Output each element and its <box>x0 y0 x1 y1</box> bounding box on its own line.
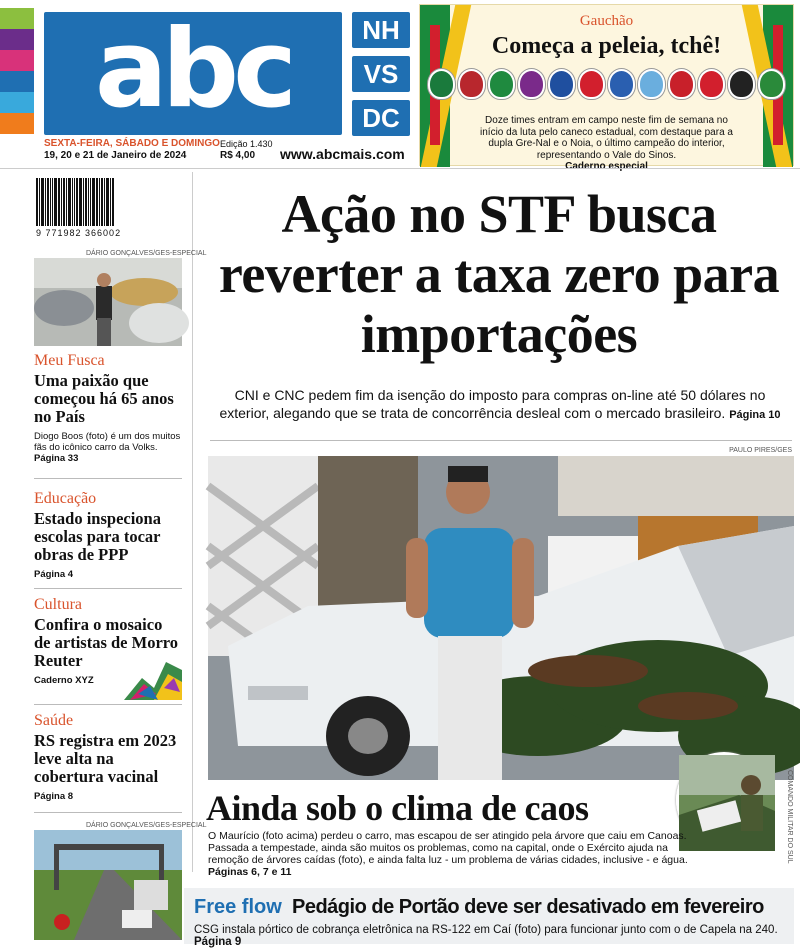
team-crest-icon <box>758 69 785 99</box>
section-label: Educação <box>34 490 97 507</box>
photo-credit: DÁRIO GONÇALVES/GES-ESPECIAL <box>86 822 207 829</box>
dek-page: Página 10 <box>729 409 781 421</box>
issue-days: SEXTA-FEIRA, SÁBADO E DOMINGO <box>44 138 220 149</box>
storm-photo[interactable] <box>208 456 794 780</box>
toll-road-photo[interactable] <box>34 830 182 940</box>
page-ref: Página 33 <box>34 453 79 464</box>
barcode-number: 9 771982 366002 <box>36 228 122 238</box>
section-label: Saúde <box>34 712 74 729</box>
abc-logo[interactable]: abc <box>44 12 342 135</box>
inset-credit: COMANDO MILITAR DO SUL <box>786 770 793 864</box>
freeflow-text <box>194 924 794 948</box>
team-crest-icon <box>428 69 455 99</box>
story-headline[interactable]: RS registra em 2023 leve alta na cobertura vacinal <box>34 731 177 786</box>
city-vs: VS <box>352 56 410 92</box>
freeflow-headline[interactable]: Pedágio de Portão deve ser desativado em fevereiro <box>292 896 764 918</box>
promo-link[interactable]: Caderno especial <box>565 161 648 172</box>
city-dc: DC <box>352 100 410 136</box>
team-crest-icon <box>638 69 665 99</box>
story-headline[interactable]: Confira o mosaico de artistas de Morro Reuter <box>34 615 179 670</box>
divider <box>34 812 182 813</box>
promo-body <box>480 115 733 173</box>
brand-stripes <box>0 8 34 136</box>
storm-headline[interactable]: Ainda sob o clima de caos <box>206 788 589 828</box>
divider <box>34 704 182 705</box>
team-crest-icon <box>608 69 635 99</box>
storm-pages: Páginas 6, 7 e 11 <box>208 866 292 878</box>
divider <box>210 440 792 441</box>
divider <box>34 478 182 479</box>
promo-title: Começa a peleia, tchê! <box>491 33 722 59</box>
gauchao-promo[interactable] <box>419 4 794 172</box>
team-crest-icon <box>668 69 695 99</box>
price: R$ 4,00 <box>220 150 256 161</box>
photo-credit: PAULO PIRES/GES <box>729 447 792 454</box>
column-divider <box>192 172 193 872</box>
edition-number: Edição 1.430 <box>220 139 273 149</box>
freeflow-tag: Free flow <box>194 896 282 918</box>
divider <box>34 588 182 589</box>
story-headline[interactable]: Uma paixão que começou há 65 anos no País <box>34 371 174 426</box>
site-url[interactable]: www.abcmais.com <box>280 146 405 162</box>
issue-dates <box>44 138 220 162</box>
page-ref: Caderno XYZ <box>34 675 94 686</box>
team-crest-icon <box>578 69 605 99</box>
fusca-photo[interactable] <box>34 258 182 346</box>
main-dek <box>210 386 790 424</box>
story-text: Diogo Boos (foto) é um dos muitos fãs do icônico carro da Volks. <box>34 431 181 453</box>
main-headline[interactable]: Ação no STF busca reverter a taxa zero para importações <box>218 184 780 364</box>
team-crest-icon <box>518 69 545 99</box>
promo-kicker: Gauchão <box>579 13 634 29</box>
team-crests <box>428 69 785 99</box>
team-crest-icon <box>488 69 515 99</box>
team-crest-icon <box>458 69 485 99</box>
edition-info <box>220 138 273 162</box>
team-crest-icon <box>728 69 755 99</box>
freeflow-banner[interactable] <box>184 888 794 948</box>
photo-credit: DÁRIO GONÇALVES/GES-ESPECIAL <box>86 250 207 257</box>
freeflow-body: CSG instala pórtico de cobrança eletrônica na RS-122 em Caí (foto) para funcionar junto com o de Capela na 240. <box>194 924 778 936</box>
storm-body: O Maurício (foto acima) perdeu o carro, mas escapou de ser atingido pela árvore que caiu em Canoas. Passada a tempestade, ainda são muitos os problemas, como na capital, onde o Exército ajuda na remoção de árvores caídas (foto), e ainda falta luz - um problema de várias cidades, inclusive - e água. <box>208 830 688 866</box>
story-fusca[interactable] <box>34 352 182 464</box>
section-label: Meu Fusca <box>34 352 105 369</box>
masthead-divider <box>0 168 800 169</box>
mosaic-art <box>124 648 182 700</box>
story-headline[interactable]: Estado inspeciona escolas para tocar obras de PPP <box>34 509 161 564</box>
section-label: Cultura <box>34 596 82 613</box>
story-saude[interactable] <box>34 712 182 802</box>
page-ref: Página 4 <box>34 569 74 580</box>
dek-text: CNI e CNC pedem fim da isenção do imposto para compras on-line até 50 dólares no exterior, alegando que se trata de concorrência desleal com o mercado brasileiro. <box>219 387 766 421</box>
city-nh: NH <box>352 12 410 48</box>
freeflow-page: Página 9 <box>194 936 242 948</box>
storm-text <box>208 830 708 878</box>
promo-text: Doze times entram em campo neste fim de semana no início da luta pelo caneco estadual, com destaque para a dupla Gre-Nal e o Noia, o último campeão do interior, representando o Vale do Sinos. <box>480 115 733 161</box>
page-ref: Página 8 <box>34 791 74 802</box>
issue-date: 19, 20 e 21 de Janeiro de 2024 <box>44 150 187 161</box>
team-crest-icon <box>698 69 725 99</box>
barcode <box>36 178 126 226</box>
team-crest-icon <box>548 69 575 99</box>
story-educacao[interactable] <box>34 490 182 580</box>
